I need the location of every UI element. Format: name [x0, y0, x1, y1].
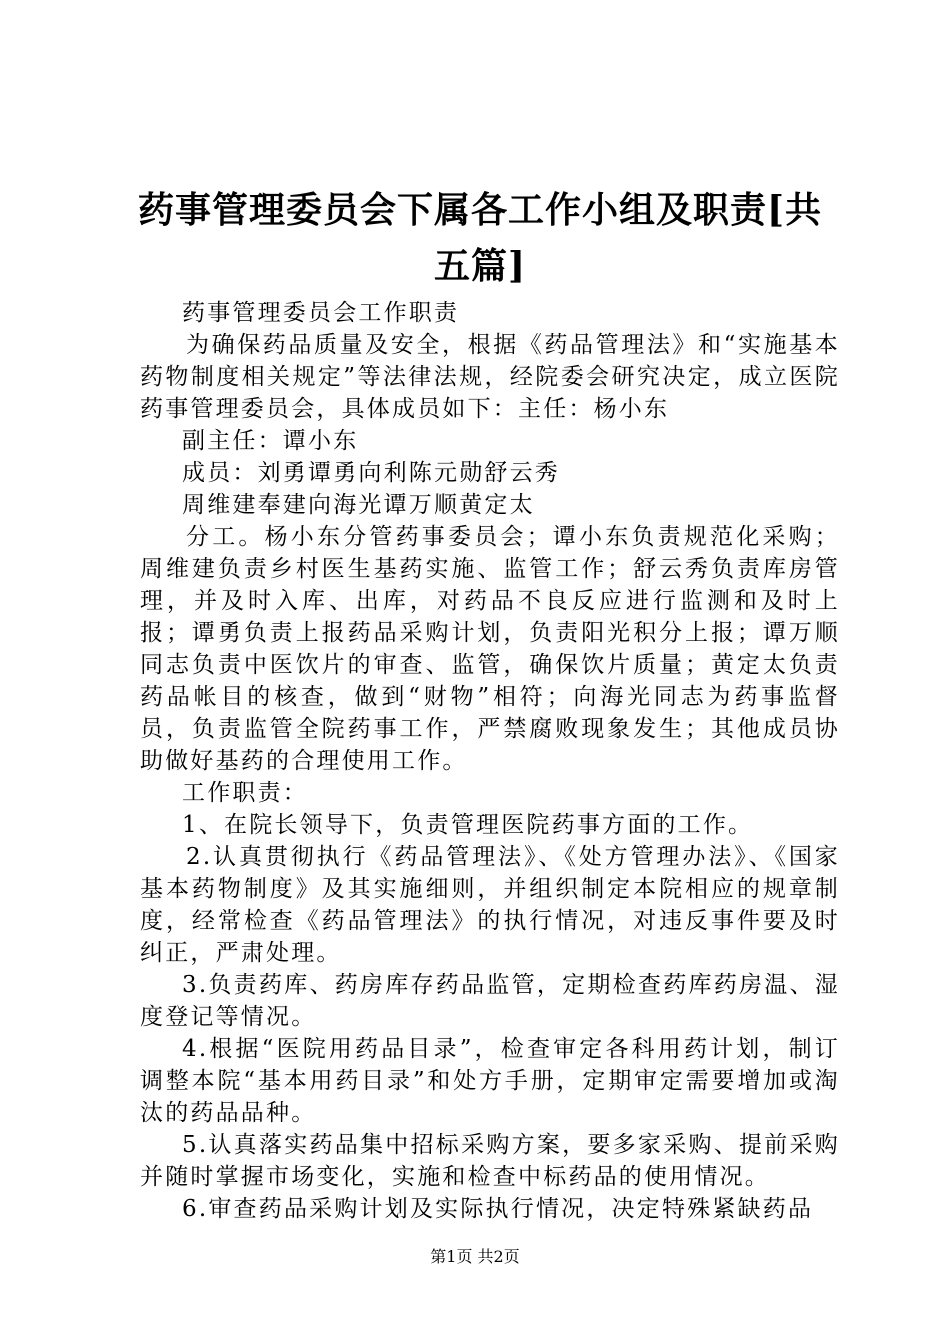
paragraph: 为确保药品质量及安全，根据《药品管理法》和“实施基本药物制度相关规定”等法律法规，经院委会研究决定，成立医院药事管理委员会，具体成员如下：主任：杨小东 [140, 332, 840, 422]
paragraph: 药事管理委员会工作职责 [182, 300, 460, 326]
paragraph: 5.认真落实药品集中招标采购方案，要多家采购、提前采购并随时掌握市场变化，实施和检查中标药品的使用情况。 [140, 1132, 840, 1190]
paragraph: 成员：刘勇谭勇向利陈元勋舒云秀 [182, 460, 560, 486]
document-title: 药事管理委员会下属各工作小组及职责[共五篇] [137, 189, 823, 287]
paragraph: 4.根据“医院用药品目录”，检查审定各科用药计划，制订调整本院“基本用药目录”和处方手册，定期审定需要增加或淘汰的药品品种。 [140, 1036, 840, 1126]
paragraph: 副主任：谭小东 [182, 428, 359, 454]
page-footer: 第1页 共2页 [430, 1247, 520, 1266]
paragraph: 工作职责： [182, 780, 308, 806]
paragraph: 分工。杨小东分管药事委员会；谭小东负责规范化采购；周维建负责乡村医生基药实施、监管工作；舒云秀负责库房管理，并及时入库、出库，对药品不良反应进行监测和及时上报；谭勇负责上报药品采购计划，负责阳光积分上报；谭万顺同志负责中医饮片的审查、监管，确保饮片质量；黄定太负责药品帐目的核查，做到“财物”相符；向海光同志为药事监督员，负责监管全院药事工作，严禁腐败现象发生；其他成员协助做好基药的合理使用工作。 [140, 524, 840, 774]
document-body [140, 297, 840, 1225]
paragraph: 3.负责药库、药房库存药品监管，定期检查药库药房温、湿度登记等情况。 [140, 972, 840, 1030]
paragraph: 6.审查药品采购计划及实际执行情况，决定特殊紧缺药品 [182, 1196, 814, 1222]
paragraph: 2.认真贯彻执行《药品管理法》、《处方管理办法》、《国家基本药物制度》及其实施细则，并组织制定本院相应的规章制度，经常检查《药品管理法》的执行情况，对违反事件要及时纠正，严肃处理。 [140, 844, 840, 966]
paragraph: 周维建奉建向海光谭万顺黄定太 [182, 492, 535, 518]
paragraph: 1、在院长领导下，负责管理医院药事方面的工作。 [182, 812, 754, 838]
